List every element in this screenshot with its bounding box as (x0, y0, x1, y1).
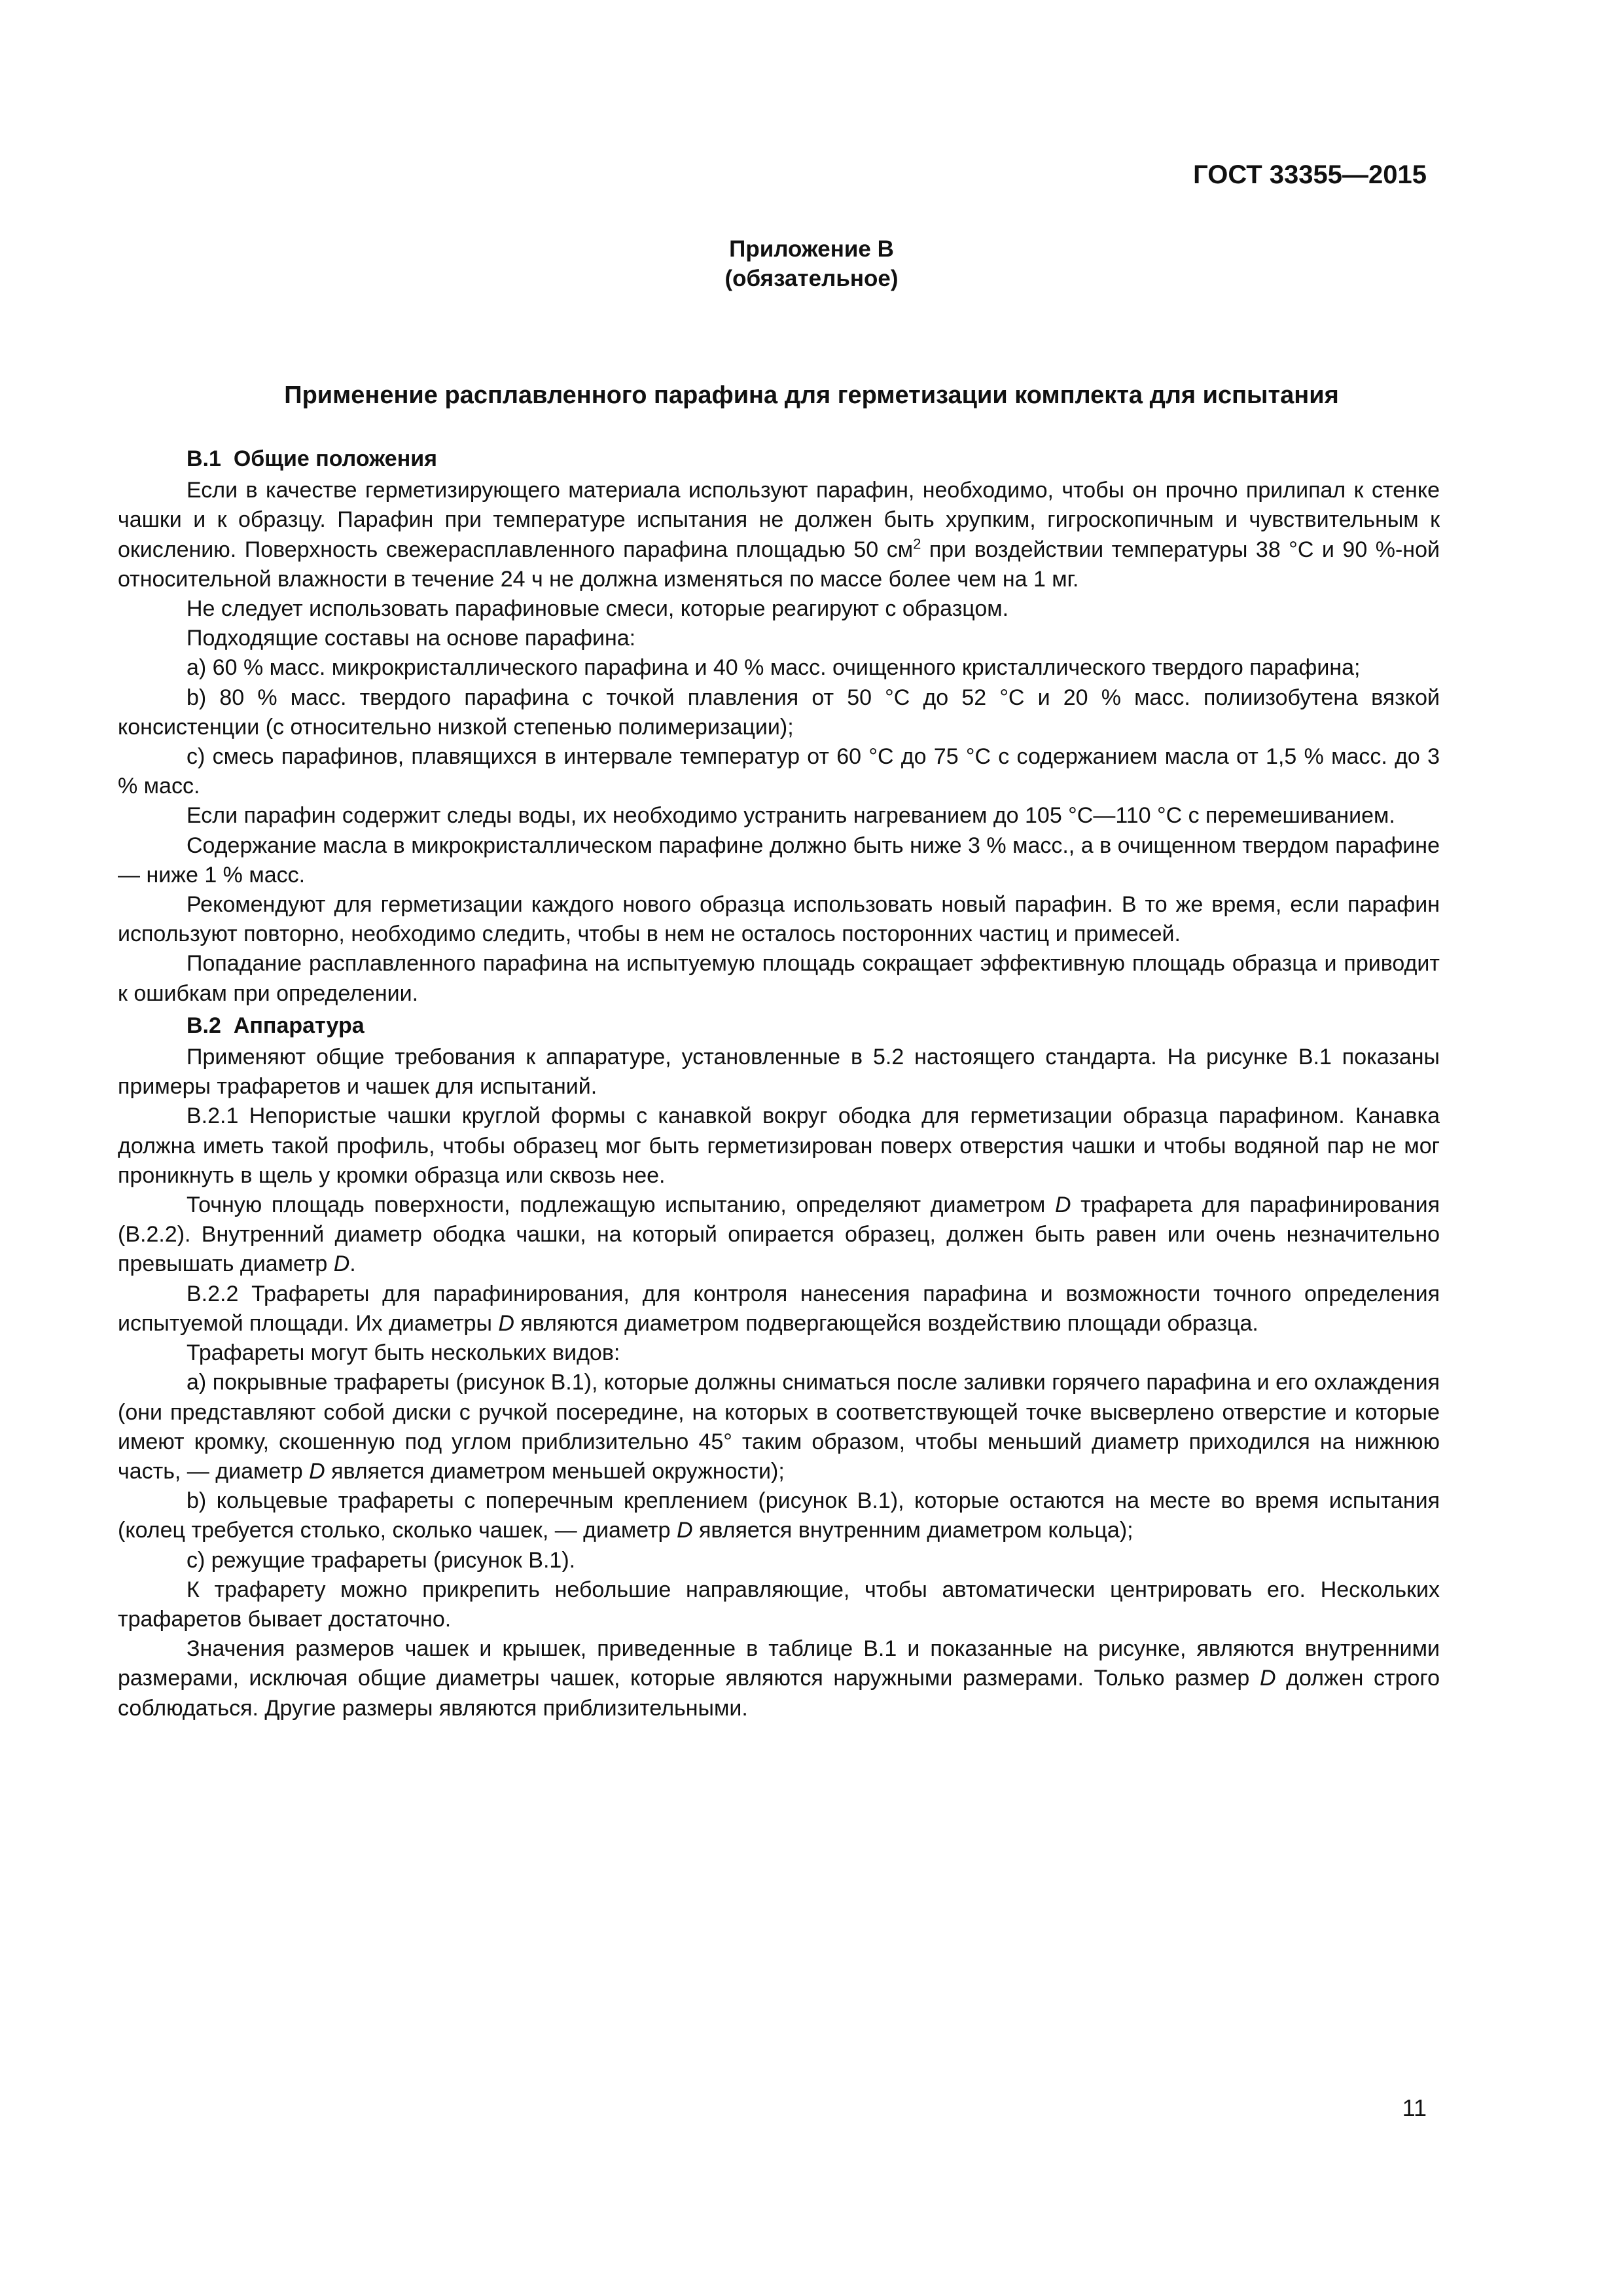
variable: D (498, 1310, 514, 1336)
paragraph: Рекомендуют для герметизации каждого нового образца использовать новый парафин. В то же время, если парафин используют повторно, необходимо следить, чтобы в нем не осталось посторонних частиц и примесей. (118, 892, 1440, 947)
paragraph (118, 1280, 1440, 1338)
paragraph: Подходящие составы на основе парафина: (187, 626, 636, 651)
document-code: ГОСТ 33355—2015 (1193, 160, 1427, 189)
text-run: . (349, 1251, 356, 1277)
list-item: a) 60 % масс. микрокристаллического парафина и 40 % масс. очищенного кристаллического твердого парафина; (187, 655, 1361, 681)
list-item: b) 80 % масс. твердого парафина с точкой плавления от 50 °С до 52 °С и 20 % масс. полиизобутена вязкой консистенции (с относительно низкой степенью полимеризации); (118, 685, 1440, 740)
text-run: при воздействии температуры 38 °С и 90 %-ной относительной влажности в течение 24 ч не должна изменяться по массе более чем на 1 мг. (118, 537, 1440, 592)
text-run: Точную площадь поверхности, подлежащую испытанию, определяют диаметром (187, 1193, 1055, 1218)
annex-status: (обязательное) (724, 266, 899, 291)
text-run: являются диаметром подвергающейся воздействию площади образца. (514, 1310, 1258, 1336)
annex-label (0, 234, 1623, 293)
list-item (118, 1368, 1440, 1486)
section-title: Аппаратура (233, 1013, 365, 1038)
paragraph: В.2.1 Непористые чашки круглой формы с канавкой вокруг ободка для герметизации образца парафином. Канавка должна иметь такой профиль, чтобы образец мог быть герметизирован поверх отверстия чашки и чтобы водяной пар не мог проникнуть в щель у кромки образца или сквозь нее. (118, 1103, 1440, 1188)
section-heading-b1 (118, 444, 1440, 474)
paragraph: Применяют общие требования к аппаратуре, установленные в 5.2 настоящего стандарта. На рисунке В.1 показаны примеры трафаретов и чашек для испытаний. (118, 1045, 1440, 1100)
section-number: В.1 (187, 446, 221, 471)
document-body (118, 442, 1440, 1723)
variable: D (309, 1458, 325, 1484)
superscript: 2 (913, 535, 921, 552)
paragraph: Если парафин содержит следы воды, их необходимо устранить нагреванием до 105 °С—110 °С с перемешиванием. (187, 803, 1395, 829)
paragraph: К трафарету можно прикрепить небольшие направляющие, чтобы автоматически центрировать его. Нескольких трафаретов бывает достаточно. (118, 1577, 1440, 1632)
paragraph (118, 1191, 1440, 1280)
variable: D (1054, 1193, 1071, 1218)
text-run: должен строго соблюдаться. Другие размеры являются приблизительными. (118, 1666, 1440, 1721)
text-run: Если в качестве герметизирующего материала используют парафин, необходимо, чтобы он прочно прилипал к стенке чашки и к образцу. Парафин при температуре испытания не должен быть хрупким, гигроскопичным и чувствительным к окислению. Поверхность свежерасплавленного парафина площадью 50 см (118, 478, 1440, 562)
text-run: В.2.2 Трафареты для парафинирования, для контроля нанесения парафина и возможности точного определения испытуемой площади. Их диаметры (118, 1281, 1440, 1336)
text-run: b) кольцевые трафареты с поперечным креплением (рисунок В.1), которые остаются на месте во время испытания (колец требуется столько, сколько чашек, — диаметр (118, 1488, 1440, 1543)
section-title: Общие положения (233, 446, 437, 471)
annex-title: Приложение В (729, 236, 894, 262)
paragraph: Не следует использовать парафиновые смеси, которые реагируют с образцом. (187, 596, 1009, 622)
annex-heading: Применение расплавленного парафина для герметизации комплекта для испытания (284, 382, 1339, 409)
paragraph: Содержание масла в микрокристаллическом парафине должно быть ниже 3 % масс., а в очищенном твердом парафине — ниже 1 % масс. (118, 833, 1440, 888)
variable: D (1259, 1666, 1276, 1691)
paragraph: Трафареты могут быть нескольких видов: (187, 1340, 620, 1366)
paragraph (118, 1634, 1440, 1723)
text-run: является диаметром меньшей окружности); (325, 1458, 785, 1484)
text-run: Значения размеров чашек и крышек, приведенные в таблице В.1 и показанные на рисунке, являются внутренними размерами, исключая общие диаметры чашек, которые являются наружными размерами. Только размер (118, 1636, 1440, 1691)
text-run: a) покрывные трафареты (рисунок В.1), которые должны сниматься после заливки горячего парафина и его охлаждения (они представляют собой диски с ручкой посередине, на которых в соответствующей точке высверлено отверстие и которые имеют кромку, скошенную под углом приблизительно 45° таким образом, чтобы меньший диаметр приходился на нижнюю часть, — диаметр (118, 1370, 1440, 1484)
paragraph (118, 476, 1440, 594)
variable: D (676, 1518, 693, 1543)
section-number: В.2 (187, 1013, 221, 1038)
text-run: трафарета для парафинирования (В.2.2). Внутренний диаметр ободка чашки, на который опирается образец, должен быть равен или очень незначительно превышать диаметр (118, 1193, 1440, 1277)
variable: D (333, 1251, 350, 1277)
text-run: является внутренним диаметром кольца); (692, 1518, 1133, 1543)
section-heading-b2 (118, 1011, 1440, 1041)
list-item: c) режущие трафареты (рисунок В.1). (187, 1547, 576, 1573)
paragraph: Попадание расплавленного парафина на испытуемую площадь сокращает эффективную площадь образца и приводит к ошибкам при определении. (118, 951, 1440, 1006)
list-item (118, 1486, 1440, 1545)
page-number: 11 (1402, 2094, 1427, 2121)
list-item: c) смесь парафинов, плавящихся в интервале температур от 60 °С до 75 °С с содержанием масла от 1,5 % масс. до 3 % масс. (118, 744, 1440, 799)
